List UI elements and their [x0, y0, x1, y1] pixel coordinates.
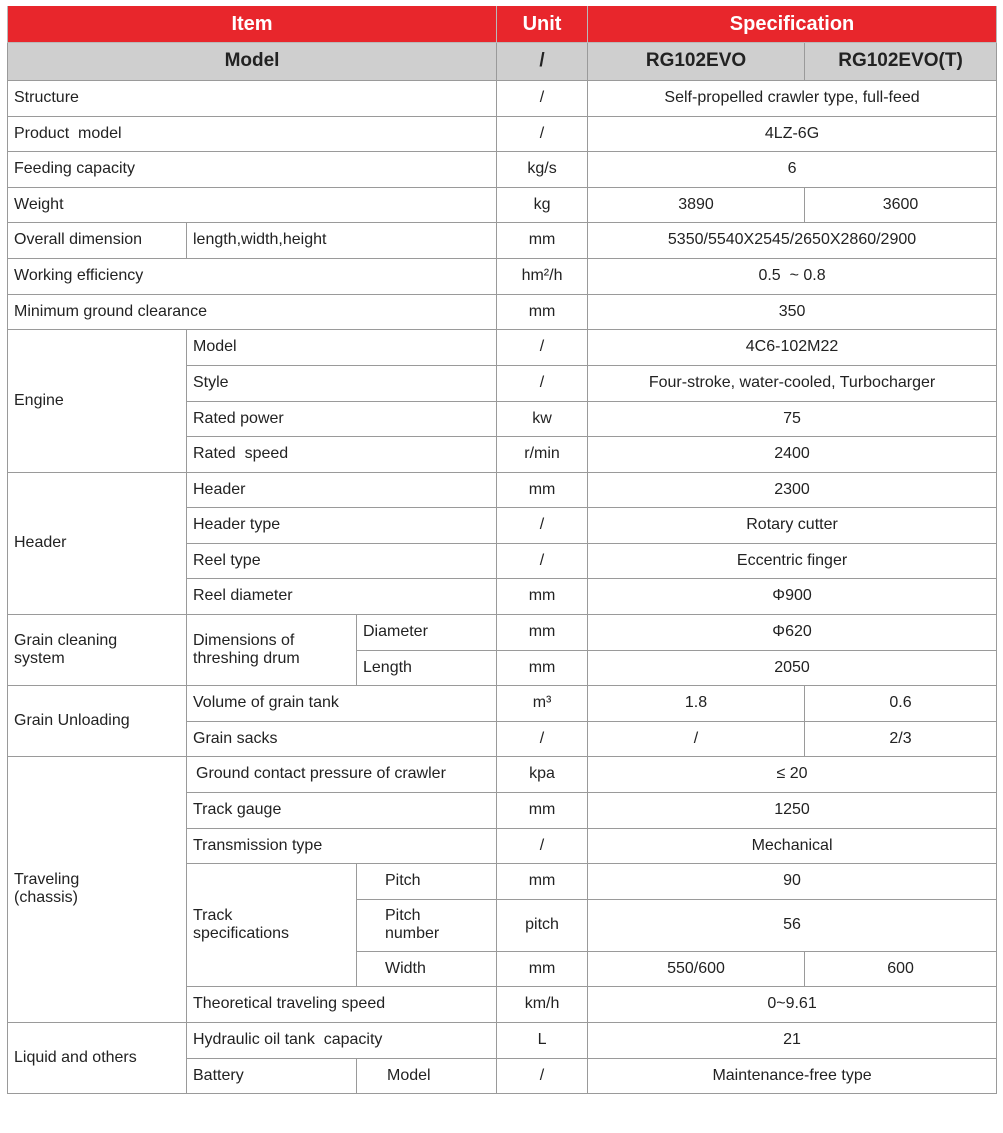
row-label — [357, 899, 497, 951]
row-label: Length — [357, 650, 497, 685]
row-value: 0.5 ~ 0.8 — [588, 258, 997, 294]
row-unit: mm — [497, 650, 588, 685]
row-value: 2400 — [588, 436, 997, 472]
row-unit: / — [497, 365, 588, 401]
row-label-line: Pitch — [385, 907, 421, 924]
row-label-line: number — [385, 925, 440, 942]
row-value: Maintenance-free type — [588, 1058, 997, 1093]
header-item: Item — [8, 6, 497, 42]
row-unit: L — [497, 1022, 588, 1058]
row-label: Feeding capacity — [8, 151, 497, 187]
row-label: Working efficiency — [8, 258, 497, 294]
row-label: Rated power — [187, 401, 497, 436]
table-row — [8, 294, 997, 329]
row-label: Minimum ground clearance — [8, 294, 497, 329]
row-value: 56 — [588, 899, 997, 951]
row-unit: pitch — [497, 899, 588, 951]
row-label: Track gauge — [187, 792, 497, 828]
row-label: Width — [357, 951, 497, 986]
row-unit: mm — [497, 863, 588, 899]
row-label: Style — [187, 365, 497, 401]
table-row — [8, 222, 997, 258]
row-unit: mm — [497, 951, 588, 986]
row-value-b: 2/3 — [805, 721, 997, 756]
row-value-a: 1.8 — [588, 685, 805, 721]
row-unit: kpa — [497, 756, 588, 792]
group-label-line: (chassis) — [14, 889, 79, 906]
table-row — [8, 187, 997, 222]
row-unit: kg — [497, 187, 588, 222]
table-row — [8, 80, 997, 116]
row-label: Structure — [8, 80, 497, 116]
model-variant-a: RG102EVO — [588, 42, 805, 80]
row-value: Four-stroke, water-cooled, Turbocharger — [588, 365, 997, 401]
group-label-line: Traveling — [14, 871, 80, 888]
row-value: Eccentric finger — [588, 543, 997, 578]
group-label-engine: Engine — [8, 329, 187, 472]
group-label-liquid: Liquid and others — [8, 1022, 187, 1093]
model-label: Model — [8, 42, 497, 80]
row-unit: kg/s — [497, 151, 588, 187]
group-label-line: system — [14, 649, 65, 667]
row-value: 5350/5540X2545/2650X2860/2900 — [588, 222, 997, 258]
row-value: Rotary cutter — [588, 507, 997, 543]
row-value: Φ620 — [588, 614, 997, 650]
row-value-a: 3890 — [588, 187, 805, 222]
row-label: Transmission type — [187, 828, 497, 863]
row-unit: kw — [497, 401, 588, 436]
row-unit: mm — [497, 472, 588, 507]
header-row — [8, 6, 997, 42]
row-unit: mm — [497, 294, 588, 329]
table-row — [8, 614, 997, 650]
table-row — [8, 1022, 997, 1058]
row-unit: hm²/h — [497, 258, 588, 294]
row-value-a: 550/600 — [588, 951, 805, 986]
row-label: Battery — [187, 1058, 357, 1093]
table-row — [8, 116, 997, 151]
row-label: Model — [187, 329, 497, 365]
row-label: Header — [187, 472, 497, 507]
group-label-traveling — [8, 756, 187, 1022]
row-label: Theoretical traveling speed — [187, 986, 497, 1022]
row-value-b: 3600 — [805, 187, 997, 222]
table-row — [8, 685, 997, 721]
row-label: Diameter — [357, 614, 497, 650]
row-value: 21 — [588, 1022, 997, 1058]
subgroup-label-line: specifications — [193, 924, 290, 942]
row-unit: / — [497, 721, 588, 756]
spec-table — [7, 6, 997, 1094]
table-row — [8, 329, 997, 365]
row-value: 1250 — [588, 792, 997, 828]
row-value: 0~9.61 — [588, 986, 997, 1022]
row-value: 75 — [588, 401, 997, 436]
row-value: 6 — [588, 151, 997, 187]
table-row — [8, 258, 997, 294]
row-unit: mm — [497, 792, 588, 828]
row-value: 350 — [588, 294, 997, 329]
row-sublabel: length,width,height — [187, 222, 497, 258]
row-unit: / — [497, 828, 588, 863]
row-value-b: 0.6 — [805, 685, 997, 721]
header-unit: Unit — [497, 6, 588, 42]
row-unit: mm — [497, 578, 588, 614]
row-unit: r/min — [497, 436, 588, 472]
model-variant-b: RG102EVO(T) — [805, 42, 997, 80]
row-unit: / — [497, 1058, 588, 1093]
row-value: Φ900 — [588, 578, 997, 614]
row-sublabel: Model — [357, 1058, 497, 1093]
row-value: 90 — [588, 863, 997, 899]
row-unit: / — [497, 543, 588, 578]
row-label: Header type — [187, 507, 497, 543]
subgroup-label-drum — [187, 614, 357, 685]
group-label-header: Header — [8, 472, 187, 614]
group-label-line: Grain cleaning — [14, 631, 118, 649]
row-value: Self-propelled crawler type, full-feed — [588, 80, 997, 116]
row-value-b: 600 — [805, 951, 997, 986]
subgroup-label-line: Dimensions of — [193, 631, 295, 649]
group-label-unloading: Grain Unloading — [8, 685, 187, 756]
row-value: 4C6-102M22 — [588, 329, 997, 365]
row-label: Ground contact pressure of crawler — [187, 756, 497, 792]
row-label: Rated speed — [187, 436, 497, 472]
table-row — [8, 472, 997, 507]
table-row — [8, 151, 997, 187]
row-value-a: / — [588, 721, 805, 756]
row-value: Mechanical — [588, 828, 997, 863]
row-unit: mm — [497, 614, 588, 650]
row-label: Weight — [8, 187, 497, 222]
row-unit: / — [497, 116, 588, 151]
row-label: Product model — [8, 116, 497, 151]
row-unit: m³ — [497, 685, 588, 721]
model-unit: / — [497, 42, 588, 80]
subgroup-label-track — [187, 863, 357, 986]
subgroup-label-line: threshing drum — [193, 649, 300, 667]
row-label: Reel diameter — [187, 578, 497, 614]
row-unit: / — [497, 507, 588, 543]
row-unit: / — [497, 329, 588, 365]
row-label: Pitch — [357, 863, 497, 899]
row-unit: / — [497, 80, 588, 116]
row-label: Hydraulic oil tank capacity — [187, 1022, 497, 1058]
row-label: Overall dimension — [8, 222, 187, 258]
table-row — [8, 756, 997, 792]
row-label: Volume of grain tank — [187, 685, 497, 721]
row-value: ≤ 20 — [588, 756, 997, 792]
row-value: 4LZ-6G — [588, 116, 997, 151]
row-unit: km/h — [497, 986, 588, 1022]
row-label: Grain sacks — [187, 721, 497, 756]
row-value: 2300 — [588, 472, 997, 507]
subgroup-label-line: Track — [193, 906, 233, 924]
row-unit: mm — [497, 222, 588, 258]
group-label-cleaning — [8, 614, 187, 685]
row-value: 2050 — [588, 650, 997, 685]
header-specification: Specification — [588, 6, 997, 42]
row-label: Reel type — [187, 543, 497, 578]
model-row — [8, 42, 997, 80]
